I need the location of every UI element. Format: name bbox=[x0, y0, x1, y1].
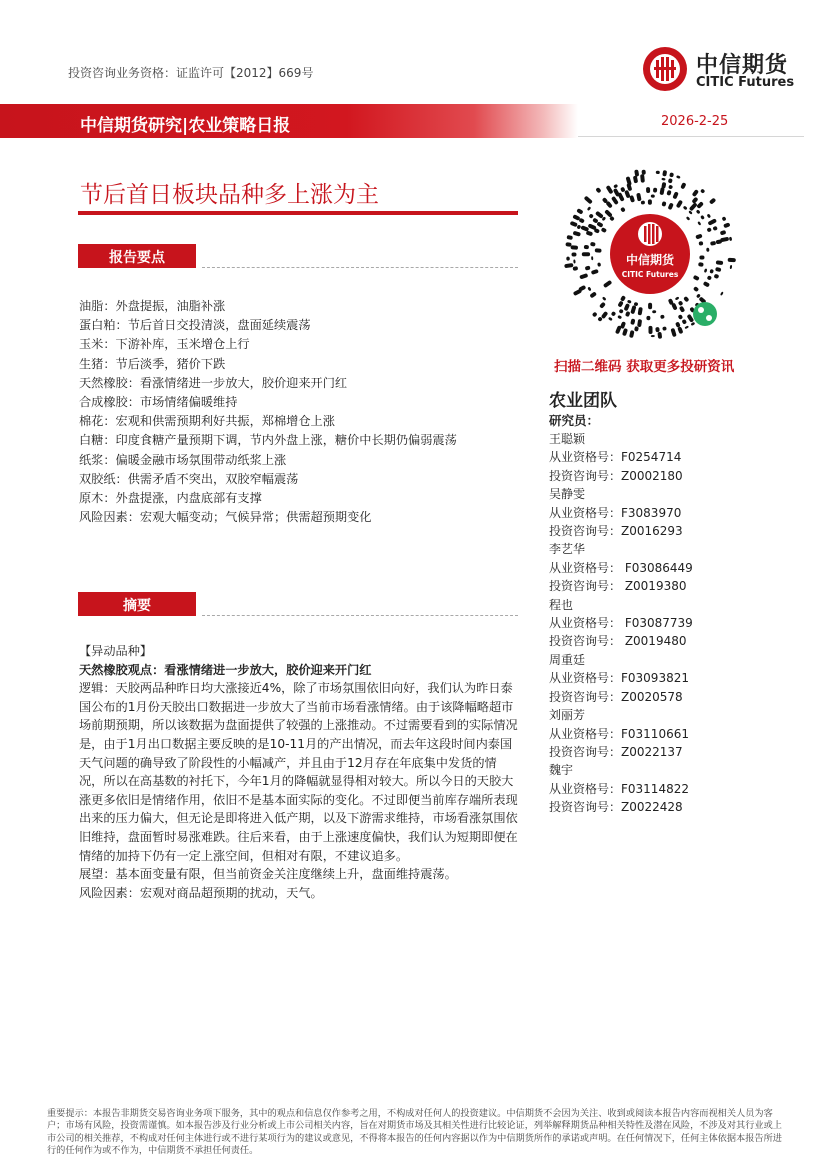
analyst-qualification: 从业资格号：F03110661 bbox=[549, 726, 689, 741]
summary-viewpoint: 天然橡胶观点：看涨情绪进一步放大，胶价迎来开门红 bbox=[79, 662, 372, 677]
summary-risk: 风险因素：宏观对商品超预期的扰动，天气。 bbox=[79, 885, 323, 900]
analyst-name: 刘丽芳 bbox=[549, 708, 586, 723]
section-header-summary bbox=[78, 592, 518, 616]
analyst-name: 吴静雯 bbox=[549, 487, 586, 502]
summary-logic: 逻辑：天胶两品种昨日均大涨接近4%，除了市场氛围依旧向好，我们认为昨日泰国公布的1月份天胶出口数据进一步放大了当前市场看涨情绪。由于该降幅略超市场前期预期，所以该数据为盘面提供了较强的上涨推动。不过需要看到的实际情况是，由于1月出口数据主要反映的是10-11月的产出情况，而去年这段时间内泰国天气问题的确导致了阶段性的小幅减产，并且由于12月存在年底集中发货的情况，所以在高基数的衬托下，今年1月的降幅就显得相对较大。所以今日的天胶大涨更多依旧是情绪作用，依旧不是基本面实际的变化。不过即便当前库存端所表现出来的压力偏大，但无论是即将进入低产期，以及下游需求维持，市场看涨氛围依旧维持，盘面暂时易涨难跌。往后来看，由于上涨速度偏快，我们认为短期即便在情绪的加持下仍有一定上涨空间，但相对有限，不建议追多。 bbox=[79, 681, 518, 863]
analyst-consult-number: 投资咨询号：Z0022428 bbox=[549, 800, 683, 815]
analyst-consult-number: 投资咨询号：Z0002180 bbox=[549, 468, 683, 483]
analyst-name: 周重廷 bbox=[549, 652, 586, 667]
analyst-consult-number: 投资咨询号：Z0016293 bbox=[549, 524, 683, 539]
header-divider bbox=[578, 136, 804, 137]
qr-center-cn: 中信期货 bbox=[625, 253, 675, 267]
disclaimer: 重要提示：本报告非期货交易咨询业务项下服务，其中的观点和信息仅作参考之用，不构成对任何人的投资建议。中信期货不会因为关注、收到或阅读本报告内容而视相关人员为客户；市场有风险，投资需谨慎。如本报告涉及行业分析或上市公司相关内容，旨在对期货市场及其相关性进行比较论证，列举解释期货品种相关特性及潜在风险，不涉及对其行业或上市公司的相关推荐，不构成对任何主体进行或不进行某项行为的建议或意见，不得将本报告的任何内容据以作为中信期货所作的承诺或声明。在任何情况下，任何主体依据本报告所进行的任何作为或不作为，中信期货不承担任何责任。 bbox=[47, 1108, 782, 1157]
list-item: 天然橡胶：看涨情绪进一步放大，胶价迎来开门红 bbox=[79, 375, 348, 390]
list-item: 双胶纸：供需矛盾不突出，双胶窄幅震荡 bbox=[79, 471, 299, 486]
report-date: 2026-2-25 bbox=[661, 114, 729, 129]
analyst-qualification: 从业资格号： F03087739 bbox=[549, 616, 693, 631]
page-title: 节后首日板块品种多上涨为主 bbox=[80, 182, 379, 208]
analyst-qualification: 从业资格号：F3083970 bbox=[549, 505, 682, 520]
section-dashed-rule bbox=[202, 267, 518, 268]
analyst-name: 王聪颖 bbox=[549, 432, 586, 446]
list-item: 玉米：下游补库，玉米增仓上行 bbox=[79, 337, 250, 352]
logo-cn-text: 中信期货 bbox=[696, 53, 789, 78]
analyst-consult-number: 投资咨询号： Z0019480 bbox=[549, 634, 687, 649]
mini-program-icon bbox=[693, 302, 717, 326]
title-underline bbox=[78, 211, 518, 215]
citic-logo-icon bbox=[642, 46, 688, 92]
list-item: 原木：外盘提涨，内盘底部有支撑 bbox=[79, 491, 262, 506]
list-item: 风险因素：宏观大幅变动；气候异常；供需超预期变化 bbox=[79, 510, 372, 525]
section-dashed-rule bbox=[202, 615, 518, 616]
analyst-consult-number: 投资咨询号：Z0022137 bbox=[549, 744, 683, 759]
list-item: 白糖：印度食糖产量预期下调，节内外盘上涨，糖价中长期仍偏弱震荡 bbox=[79, 433, 457, 448]
summary-outlook: 展望：基本面变量有限，但当前资金关注度继续上升，盘面维持震荡。 bbox=[79, 867, 457, 882]
analyst-name: 程也 bbox=[549, 597, 574, 612]
section-label: 摘要 bbox=[123, 598, 151, 614]
list-item: 蛋白粕：节后首日交投清淡，盘面延续震荡 bbox=[79, 318, 311, 333]
qr-caption: 扫描二维码 获取更多投研资讯 bbox=[554, 359, 735, 375]
citic-futures-logo bbox=[642, 46, 804, 98]
key-points-list bbox=[79, 297, 519, 527]
qr-center-en: CITIC Futures bbox=[621, 270, 679, 279]
section-header-key-points bbox=[78, 244, 518, 268]
analyst-list bbox=[549, 430, 799, 817]
team-title: 农业团队 bbox=[549, 391, 617, 411]
analyst-qualification: 从业资格号：F03093821 bbox=[549, 671, 689, 686]
report-series-title: 中信期货研究|农业策略日报 bbox=[80, 116, 291, 136]
list-item: 纸浆：偏暖金融市场氛围带动纸浆上涨 bbox=[79, 452, 287, 467]
list-item: 合成橡胶：市场情绪偏暖维持 bbox=[79, 395, 238, 410]
analyst-name: 李艺华 bbox=[549, 542, 586, 557]
analyst-qualification: 从业资格号：F0254714 bbox=[549, 450, 682, 465]
analyst-consult-number: 投资咨询号： Z0019380 bbox=[549, 579, 687, 594]
analyst-qualification: 从业资格号： F03086449 bbox=[549, 560, 693, 575]
team-subtitle: 研究员： bbox=[549, 413, 600, 428]
list-item: 油脂：外盘提振，油脂补涨 bbox=[79, 299, 226, 313]
list-item: 生猪：节后淡季，猪价下跌 bbox=[79, 356, 226, 371]
analyst-consult-number: 投资咨询号：Z0020578 bbox=[549, 689, 683, 704]
list-item: 棉花：宏观和供需预期利好共振，郑棉增仓上涨 bbox=[79, 414, 335, 429]
analyst-qualification: 从业资格号：F03114822 bbox=[549, 781, 689, 796]
license-text: 投资咨询业务资格：证监许可【2012】669号 bbox=[68, 66, 314, 80]
section-label: 报告要点 bbox=[109, 250, 165, 266]
logo-en-text: CITIC Futures bbox=[696, 75, 795, 90]
summary-heading: 【异动品种】 bbox=[79, 644, 153, 658]
qr-code[interactable] bbox=[560, 164, 740, 344]
summary-body bbox=[79, 642, 519, 902]
analyst-name: 魏宇 bbox=[549, 763, 574, 778]
